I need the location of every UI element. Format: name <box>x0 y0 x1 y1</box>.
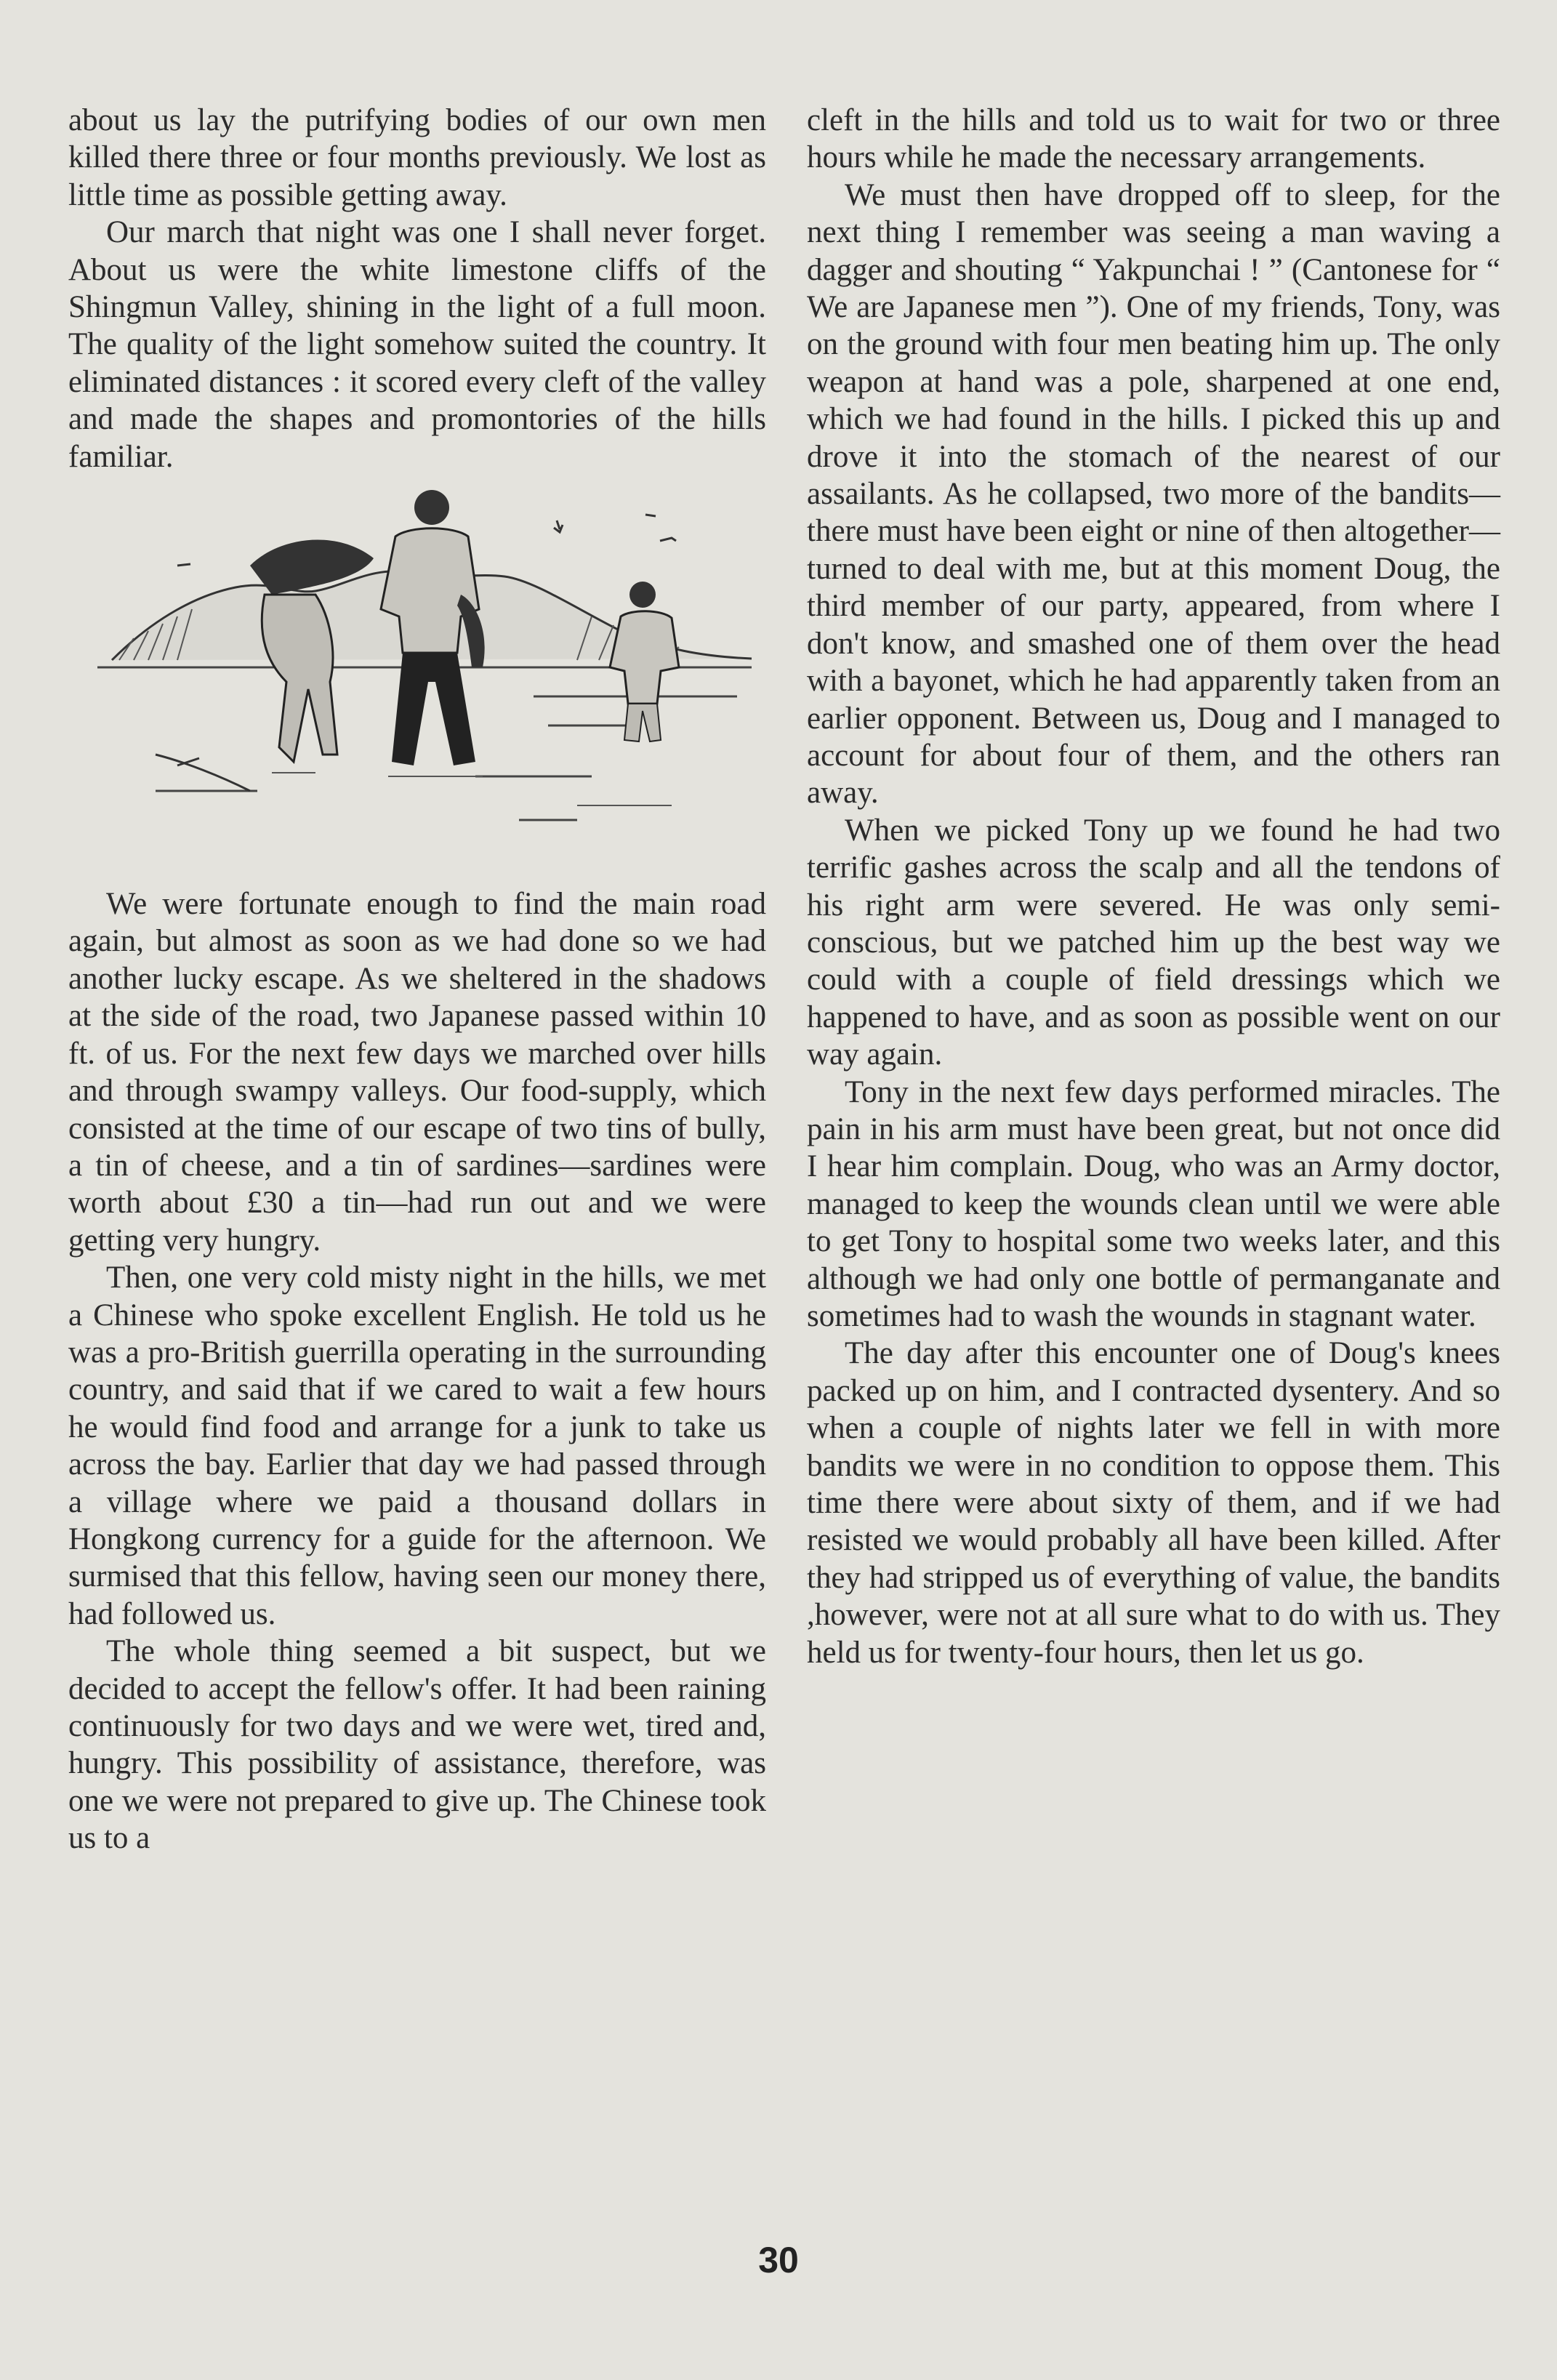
illustration-three-men-wading <box>68 486 766 856</box>
paragraph: cleft in the hills and told us to wait for two or three hours while he made the necessary arrangements. <box>807 103 1500 175</box>
page-number: 30 <box>758 2240 799 2280</box>
paragraph: We must then have dropped off to sleep, for the next thing I remember was seeing a man waving a dagger and shouting “ Yakpunchai ! ” (Cantonese for “ We are Japanese men ”). One of my friends, Tony, was on the ground with four men beating him up. The only weapon at hand was a pole, sharpened at one end, which we had found in the hills. I picked this up and drove it into the stomach of the nearest of our assailants. As he collapsed, two more of the bandits—there must have been eight or nine of then altogether—turned to deal with me, but at this moment Doug, the third member of our party, appeared, from where I don't know, and smashed one of them over the head with a bayonet, which he had apparently taken from an earlier opponent. Between us, Doug and I managed to account for about four of them, and the others ran away. <box>807 177 1500 811</box>
paragraph: about us lay the putrifying bodies of our own men killed there three or four months previously. We lost as little time as possible getting away. <box>68 103 766 212</box>
paragraph: Then, one very cold misty night in the hills, we met a Chinese who spoke excellent English. He told us he was a pro-British guerrilla operating in the surrounding country, and said that if we cared to wait a few hours he would find food and arrange for a junk to take us across the bay. Earlier that day we had passed through a village where we paid a thousand dollars in Hongkong currency for a guide for the afternoon. We surmised that this fellow, having seen our money there, had followed us. <box>68 1261 766 1631</box>
paragraph: The day after this encounter one of Doug's knees packed up on him, and I contracted dysentery. And so when a couple of nights later we fell in with more bandits we were in no condition to oppose them. This time there were about sixty of them, and if we had resisted we would probably all have been killed. After they had stripped us of everything of value, the bandits ,however, were not at all sure what to do with us. They held us for twenty-four hours, then let us go. <box>807 1336 1500 1670</box>
paragraph: Our march that night was one I shall never forget. About us were the white limestone cliffs of the Shingmun Valley, shining in the light of a full moon. The quality of the light somehow suited the country. It eliminated distances : it scored every cleft of the valley and made the shapes and promontories of the hills familiar. <box>68 215 766 474</box>
paragraph: When we picked Tony up we found he had two terrific gashes across the scalp and all the tendons of his right arm were severed. He was only semi-conscious, but we patched him up the best way we could with a couple of field dressings which we happened to have, and as soon as possible went on our way again. <box>807 813 1500 1072</box>
paragraph: We were fortunate enough to find the main road again, but almost as soon as we had done so we had another lucky escape. As we sheltered in the shadows at the side of the road, two Japanese passed within 10 ft. of us. For the next few days we marched over hills and through swampy valleys. Our food-supply, which consisted at the time of our escape of two tins of bully, a tin of cheese, and a tin of sardines—sardines were worth about £30 a tin—had run out and we were getting very hungry. <box>68 887 766 1258</box>
paragraph: Tony in the next few days performed miracles. The pain in his arm must have been great, but not once did I hear him complain. Doug, who was an Army doctor, managed to keep the wounds clean until we were able to get Tony to hospital some two weeks later, and this although we had only one bottle of permanganate and sometimes had to wash the wounds in stagnant water. <box>807 1074 1500 1333</box>
left-column <box>68 102 766 1857</box>
paragraph: The whole thing seemed a bit suspect, but we decided to accept the fellow's offer. It had been raining continuously for two days and we were wet, tired and, hungry. This possibility of assistance, therefore, was one we were not prepared to give up. The Chinese took us to a <box>68 1634 766 1856</box>
right-column <box>807 102 1500 1671</box>
